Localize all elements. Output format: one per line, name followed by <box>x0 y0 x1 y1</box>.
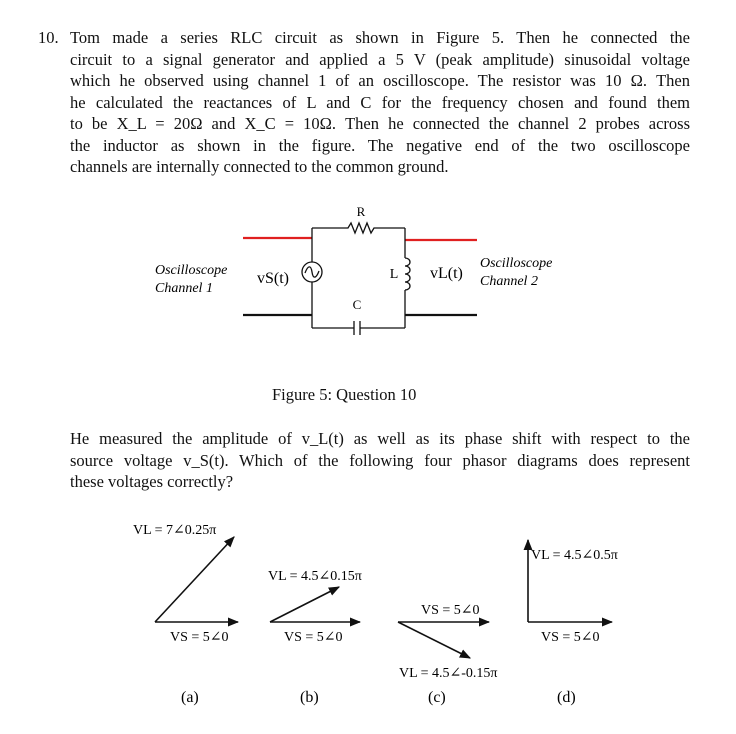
prompt-line: these voltages correctly? <box>70 472 234 491</box>
option-b[interactable] <box>268 569 362 706</box>
vl-phasor <box>398 622 470 658</box>
scope-ch2-channel: Channel 2 <box>480 274 538 289</box>
intro-line: which he observed using channel 1 of an oscilloscope. The resistor was 10 Ω. Then <box>70 71 690 90</box>
question-number: 10. <box>38 28 59 47</box>
intro-line: channels are internally connected to the common ground. <box>70 157 449 176</box>
vs-label: VS = 5∠0 <box>170 630 229 645</box>
vl-label: VL = 4.5∠-0.15π <box>399 666 498 681</box>
capacitor-label: C <box>352 297 362 312</box>
vl-label: VL = 4.5∠0.5π <box>531 548 618 563</box>
option-label: (a) <box>181 689 199 706</box>
vl-label: VL = 4.5∠0.15π <box>268 569 362 584</box>
inductor-label: L <box>389 267 399 282</box>
intro-line: the inductor as shown in the figure. The negative end of the two oscilloscope <box>70 135 690 155</box>
prompt-line: He measured the amplitude of v_L(t) as well as its phase shift with respect to the <box>70 429 690 448</box>
intro-line: he calculated the reactances of L and C for the frequency chosen and found them <box>70 92 690 112</box>
vl-label: VL = 7∠0.25π <box>133 523 217 538</box>
option-c[interactable] <box>398 603 498 706</box>
prompt-line: source voltage v_S(t). Which of the following four phasor diagrams does represent <box>70 450 690 470</box>
vs-label: VS = 5∠0 <box>541 630 600 645</box>
scope-ch1-label: Oscilloscope <box>155 263 228 278</box>
inductor-voltage-label: vL(t) <box>430 265 463 282</box>
vl-phasor <box>155 537 234 622</box>
source-label: vS(t) <box>257 270 289 287</box>
option-d[interactable] <box>528 540 618 706</box>
vs-label: VS = 5∠0 <box>284 630 343 645</box>
option-label: (c) <box>428 689 446 706</box>
option-label: (d) <box>557 689 576 706</box>
option-a[interactable] <box>133 523 238 706</box>
vs-label: VS = 5∠0 <box>421 603 480 618</box>
scope-ch2-label: Oscilloscope <box>480 256 553 271</box>
figure-caption: Figure 5: Question 10 <box>272 385 417 404</box>
resistor-label: R <box>356 204 366 219</box>
option-label: (b) <box>300 689 319 706</box>
scope-ch1-channel: Channel 1 <box>155 281 213 296</box>
vl-phasor <box>270 587 339 622</box>
intro-line: Tom made a series RLC circuit as shown in Figure 5. Then he connected the <box>70 28 690 47</box>
intro-line: circuit to a signal generator and applied a 5 V (peak amplitude) sinusoidal voltage <box>70 49 690 69</box>
intro-line: to be X_L = 20Ω and X_C = 10Ω. Then he connected the channel 2 probes across <box>70 114 690 133</box>
